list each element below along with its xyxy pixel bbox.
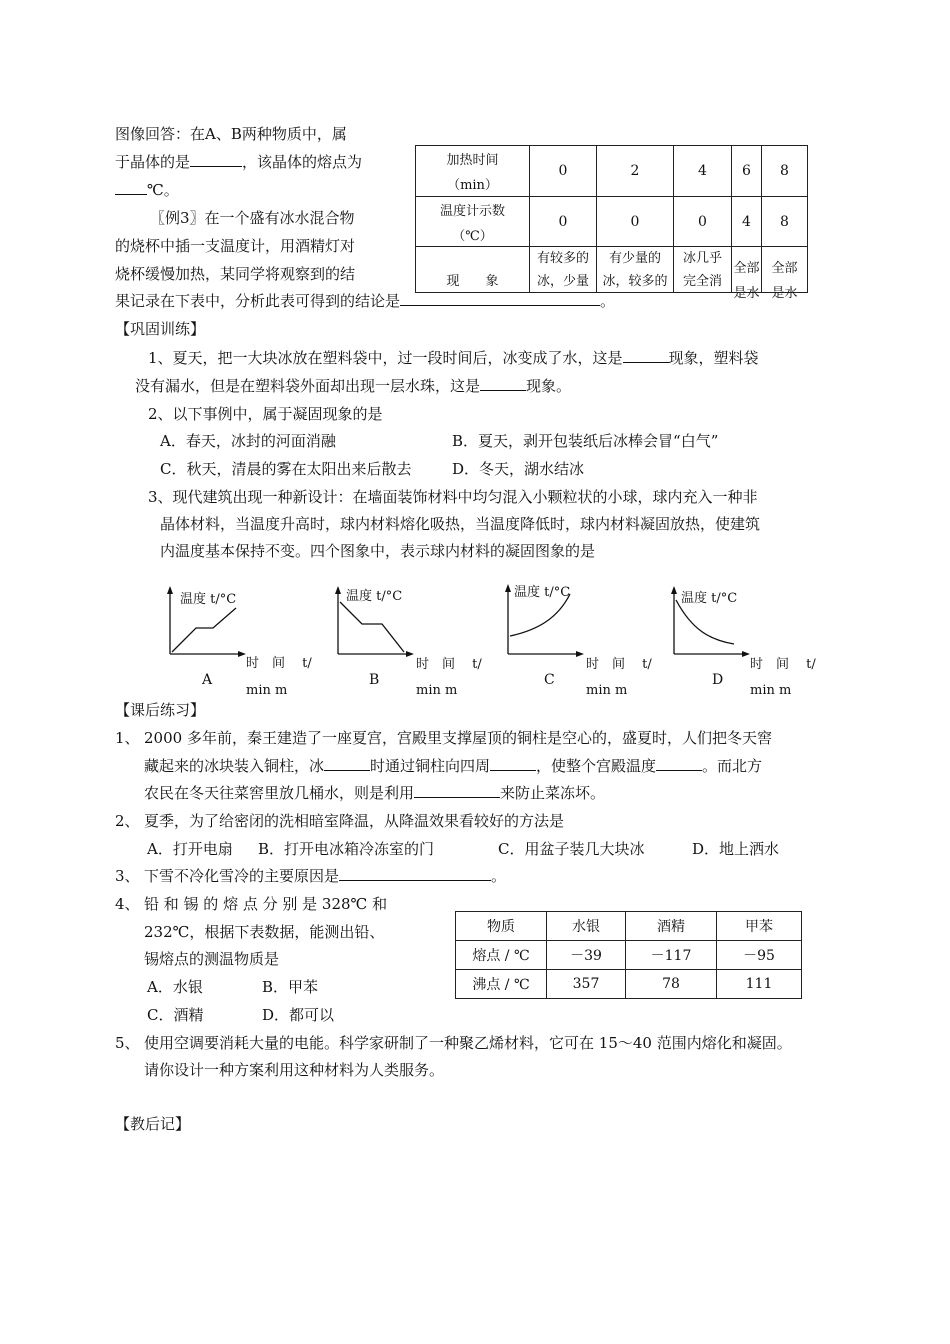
- option-a[interactable]: A．水银: [147, 978, 203, 996]
- table-cell: 6: [732, 146, 762, 197]
- y-label: 温度 t/°C: [346, 589, 403, 604]
- x-label: 时 间 t/: [750, 657, 816, 672]
- table-cell: [416, 197, 530, 247]
- y-label: 温度 t/°C: [681, 591, 738, 606]
- table-cell: －117: [626, 941, 717, 970]
- x-arrow: [576, 651, 584, 657]
- text: 来防止菜冻坏。: [500, 784, 606, 802]
- answer-blank[interactable]: [656, 770, 702, 771]
- table-cell: 8: [762, 146, 808, 197]
- intro-line-3: [115, 180, 179, 200]
- option-b[interactable]: B．夏天，剥开包装纸后冰棒会冒“白气”: [452, 432, 719, 450]
- curve: [172, 608, 236, 652]
- hw-q4-line-2: 232℃，根据下表数据，能测出铅、: [144, 923, 385, 941]
- curve: [510, 594, 570, 636]
- cell-text: （min）: [447, 178, 498, 193]
- substance-table: [455, 911, 802, 999]
- intro-line-2: [115, 152, 362, 172]
- x-label: 时 间 t/: [246, 656, 312, 671]
- table-cell: 0: [530, 146, 597, 197]
- hw-q4-line-3: 锡熔点的测温物质是: [144, 950, 280, 968]
- x-arrow: [406, 651, 414, 657]
- table-cell: 现 象: [416, 247, 530, 293]
- x-label: 时 间 t/: [416, 657, 482, 672]
- hw-q4-number: 4、: [115, 895, 140, 913]
- graph-letter: B: [369, 672, 380, 688]
- table-header: 物质: [456, 912, 547, 941]
- option-d[interactable]: D．冬天，湖水结冰: [452, 460, 585, 478]
- cell-text: 有较多的: [536, 251, 589, 266]
- table-cell: 2: [597, 146, 674, 197]
- text: 1、夏天，把一大块冰放在塑料袋中，过一段时间后，冰变成了水，这是: [148, 349, 623, 367]
- intro-line-7: [115, 291, 615, 311]
- table-cell: 357: [547, 970, 626, 999]
- option-a[interactable]: A．打开电扇: [147, 840, 233, 858]
- cell-text: 冰几乎: [682, 251, 722, 266]
- table-cell: 熔点 / ℃: [456, 941, 547, 970]
- table-cell: [530, 247, 597, 293]
- answer-blank[interactable]: [115, 194, 147, 195]
- hw-q1-number: 1、: [115, 729, 140, 747]
- text: 藏起来的冰块装入铜柱，冰: [144, 757, 325, 775]
- table-cell: [762, 247, 808, 301]
- y-label: 温度 t/°C: [180, 592, 237, 607]
- text: 现象，塑料袋: [668, 349, 759, 367]
- q3-line-2: 晶体材料，当温度升高时，球内材料熔化吸热，当温度降低时，球内材料凝固放热，使建筑: [160, 515, 761, 533]
- option-c[interactable]: C．酒精: [147, 1006, 204, 1024]
- hw-q2-text: 夏季，为了给密闭的洗相暗室降温，从降温效果看较好的方法是: [144, 812, 565, 830]
- hw-q1-line-2: [144, 756, 762, 776]
- intro-line-7-b: 。: [600, 292, 616, 310]
- curve: [676, 600, 734, 644]
- option-d[interactable]: D．地上洒水: [692, 840, 780, 858]
- text: 时通过铜柱向四周: [370, 757, 491, 775]
- table-cell: 4: [674, 146, 732, 197]
- table-cell: [416, 146, 530, 197]
- section-title: 【教后记】: [115, 1115, 191, 1133]
- x-arrow: [238, 651, 246, 657]
- q2-text: 2、以下事例中，属于凝固现象的是: [148, 405, 383, 423]
- intro-line-1: 图像回答：在A、B两种物质中，属: [115, 125, 347, 143]
- answer-blank[interactable]: [623, 362, 669, 363]
- hw-q2-number: 2、: [115, 812, 140, 830]
- answer-blank[interactable]: [400, 305, 600, 306]
- curve: [340, 602, 404, 652]
- option-d[interactable]: D．都可以: [262, 1006, 335, 1024]
- answer-blank[interactable]: [324, 770, 370, 771]
- table-cell: 0: [530, 197, 597, 247]
- cell-text: 有少量的: [608, 251, 661, 266]
- text: 。: [491, 867, 507, 885]
- answer-blank[interactable]: [414, 797, 500, 798]
- cell-text: 加热时间: [446, 153, 499, 168]
- y-label: 温度 t/°C: [514, 585, 571, 600]
- q3-line-1: 3、现代建筑出现一种新设计：在墙面装饰材料中均匀混入小颗粒状的小球，球内充入一种非: [148, 488, 758, 506]
- table-cell: 111: [717, 970, 802, 999]
- cell-text: 全部: [771, 261, 798, 276]
- intro-line-5: 的烧杯中插一支温度计，用酒精灯对: [115, 237, 356, 255]
- table-cell: －95: [717, 941, 802, 970]
- table-cell: 8: [762, 197, 808, 247]
- x-unit: min m: [246, 683, 288, 698]
- q1-line-2: [135, 376, 571, 396]
- cell-text: 完全消: [682, 274, 722, 289]
- text: 现象。: [526, 377, 572, 395]
- x-label: 时 间 t/: [586, 657, 652, 672]
- answer-blank[interactable]: [490, 770, 536, 771]
- x-arrow: [742, 651, 750, 657]
- option-b[interactable]: B．打开电冰箱冷冻室的门: [258, 840, 435, 858]
- hw-q1-line-1: 2000 多年前，秦王建造了一座夏宫，宫殿里支撑屋顶的铜柱是空心的，盛夏时，人们把冬天窖: [144, 729, 772, 747]
- hw-q4-line-1: 铅 和 锡 的 熔 点 分 别 是 328℃ 和: [144, 895, 388, 913]
- text: 。而北方: [702, 757, 763, 775]
- table-cell: [674, 247, 732, 293]
- table-cell: 0: [597, 197, 674, 247]
- intro-line-2-a: 于晶体的是: [115, 153, 191, 171]
- x-unit: min m: [750, 683, 792, 698]
- table-header: 酒精: [626, 912, 717, 941]
- cell-text: 冰，较多的: [602, 274, 668, 289]
- answer-blank[interactable]: [480, 390, 526, 391]
- text: 农民在冬天往菜窖里放几桶水，则是利用: [144, 784, 415, 802]
- cell-text: （℃）: [452, 228, 493, 244]
- option-c[interactable]: C．用盆子装几大块冰: [498, 840, 645, 858]
- cell-text: 全部: [733, 261, 760, 276]
- option-c[interactable]: C．秋天，清晨的雾在太阳出来后散去: [160, 460, 412, 478]
- table-header: 甲苯: [717, 912, 802, 941]
- heating-table: [415, 145, 808, 301]
- cell-text: 冰，少量: [536, 274, 589, 289]
- table-cell: －39: [547, 941, 626, 970]
- text: 下雪不冷化雪冷的主要原因是: [144, 867, 340, 885]
- graph-letter: C: [544, 672, 555, 688]
- graph-letter: A: [202, 672, 213, 688]
- q3-line-3: 内温度基本保持不变。四个图象中，表示球内材料的凝固图象的是: [160, 542, 596, 560]
- table-cell: [732, 247, 762, 301]
- intro-line-4: 〖例3〗在一个盛有冰水混合物: [150, 209, 355, 227]
- table-cell: 沸点 / ℃: [456, 970, 547, 999]
- option-a[interactable]: A．春天，冰封的河面消融: [160, 432, 336, 450]
- intro-line-3-b: ℃。: [147, 181, 179, 199]
- hw-q3-number: 3、: [115, 867, 140, 885]
- table-cell: 4: [732, 197, 762, 247]
- answer-blank[interactable]: [190, 166, 242, 167]
- graph-letter: D: [712, 672, 724, 688]
- cell-text: 是水: [733, 286, 760, 301]
- text: 没有漏水，但是在塑料袋外面却出现一层水珠，这是: [135, 377, 481, 395]
- table-cell: 0: [674, 197, 732, 247]
- cell-text: 温度计示数: [439, 203, 505, 219]
- answer-blank[interactable]: [339, 880, 491, 881]
- x-unit: min m: [586, 683, 628, 698]
- hw-q5-line-2: 请你设计一种方案利用这种材料为人类服务。: [144, 1061, 445, 1079]
- hw-q1-line-3: [144, 783, 605, 803]
- hw-q5-number: 5、: [115, 1034, 140, 1052]
- intro-line-7-a: 果记录在下表中，分析此表可得到的结论是: [115, 292, 401, 310]
- hw-q5-line-1: 使用空调要消耗大量的电能。科学家研制了一种聚乙烯材料，它可在 15～40 范围内熔化和凝固。: [144, 1034, 792, 1052]
- table-cell: 78: [626, 970, 717, 999]
- option-b[interactable]: B．甲苯: [262, 978, 319, 996]
- table-header: 水银: [547, 912, 626, 941]
- text: ，使整个宫殿温度: [536, 757, 657, 775]
- section-title: 【巩固训练】: [115, 320, 206, 338]
- hw-q3-text: [144, 866, 506, 886]
- x-unit: min m: [416, 683, 458, 698]
- section-title: 【课后练习】: [115, 701, 206, 719]
- intro-line-2-b: ，该晶体的熔点为: [242, 153, 363, 171]
- q1-line-1: [148, 348, 759, 368]
- table-cell: [597, 247, 674, 293]
- cell-text: 是水: [771, 286, 798, 301]
- intro-line-6: 烧杯缓慢加热，某同学将观察到的结: [115, 265, 356, 283]
